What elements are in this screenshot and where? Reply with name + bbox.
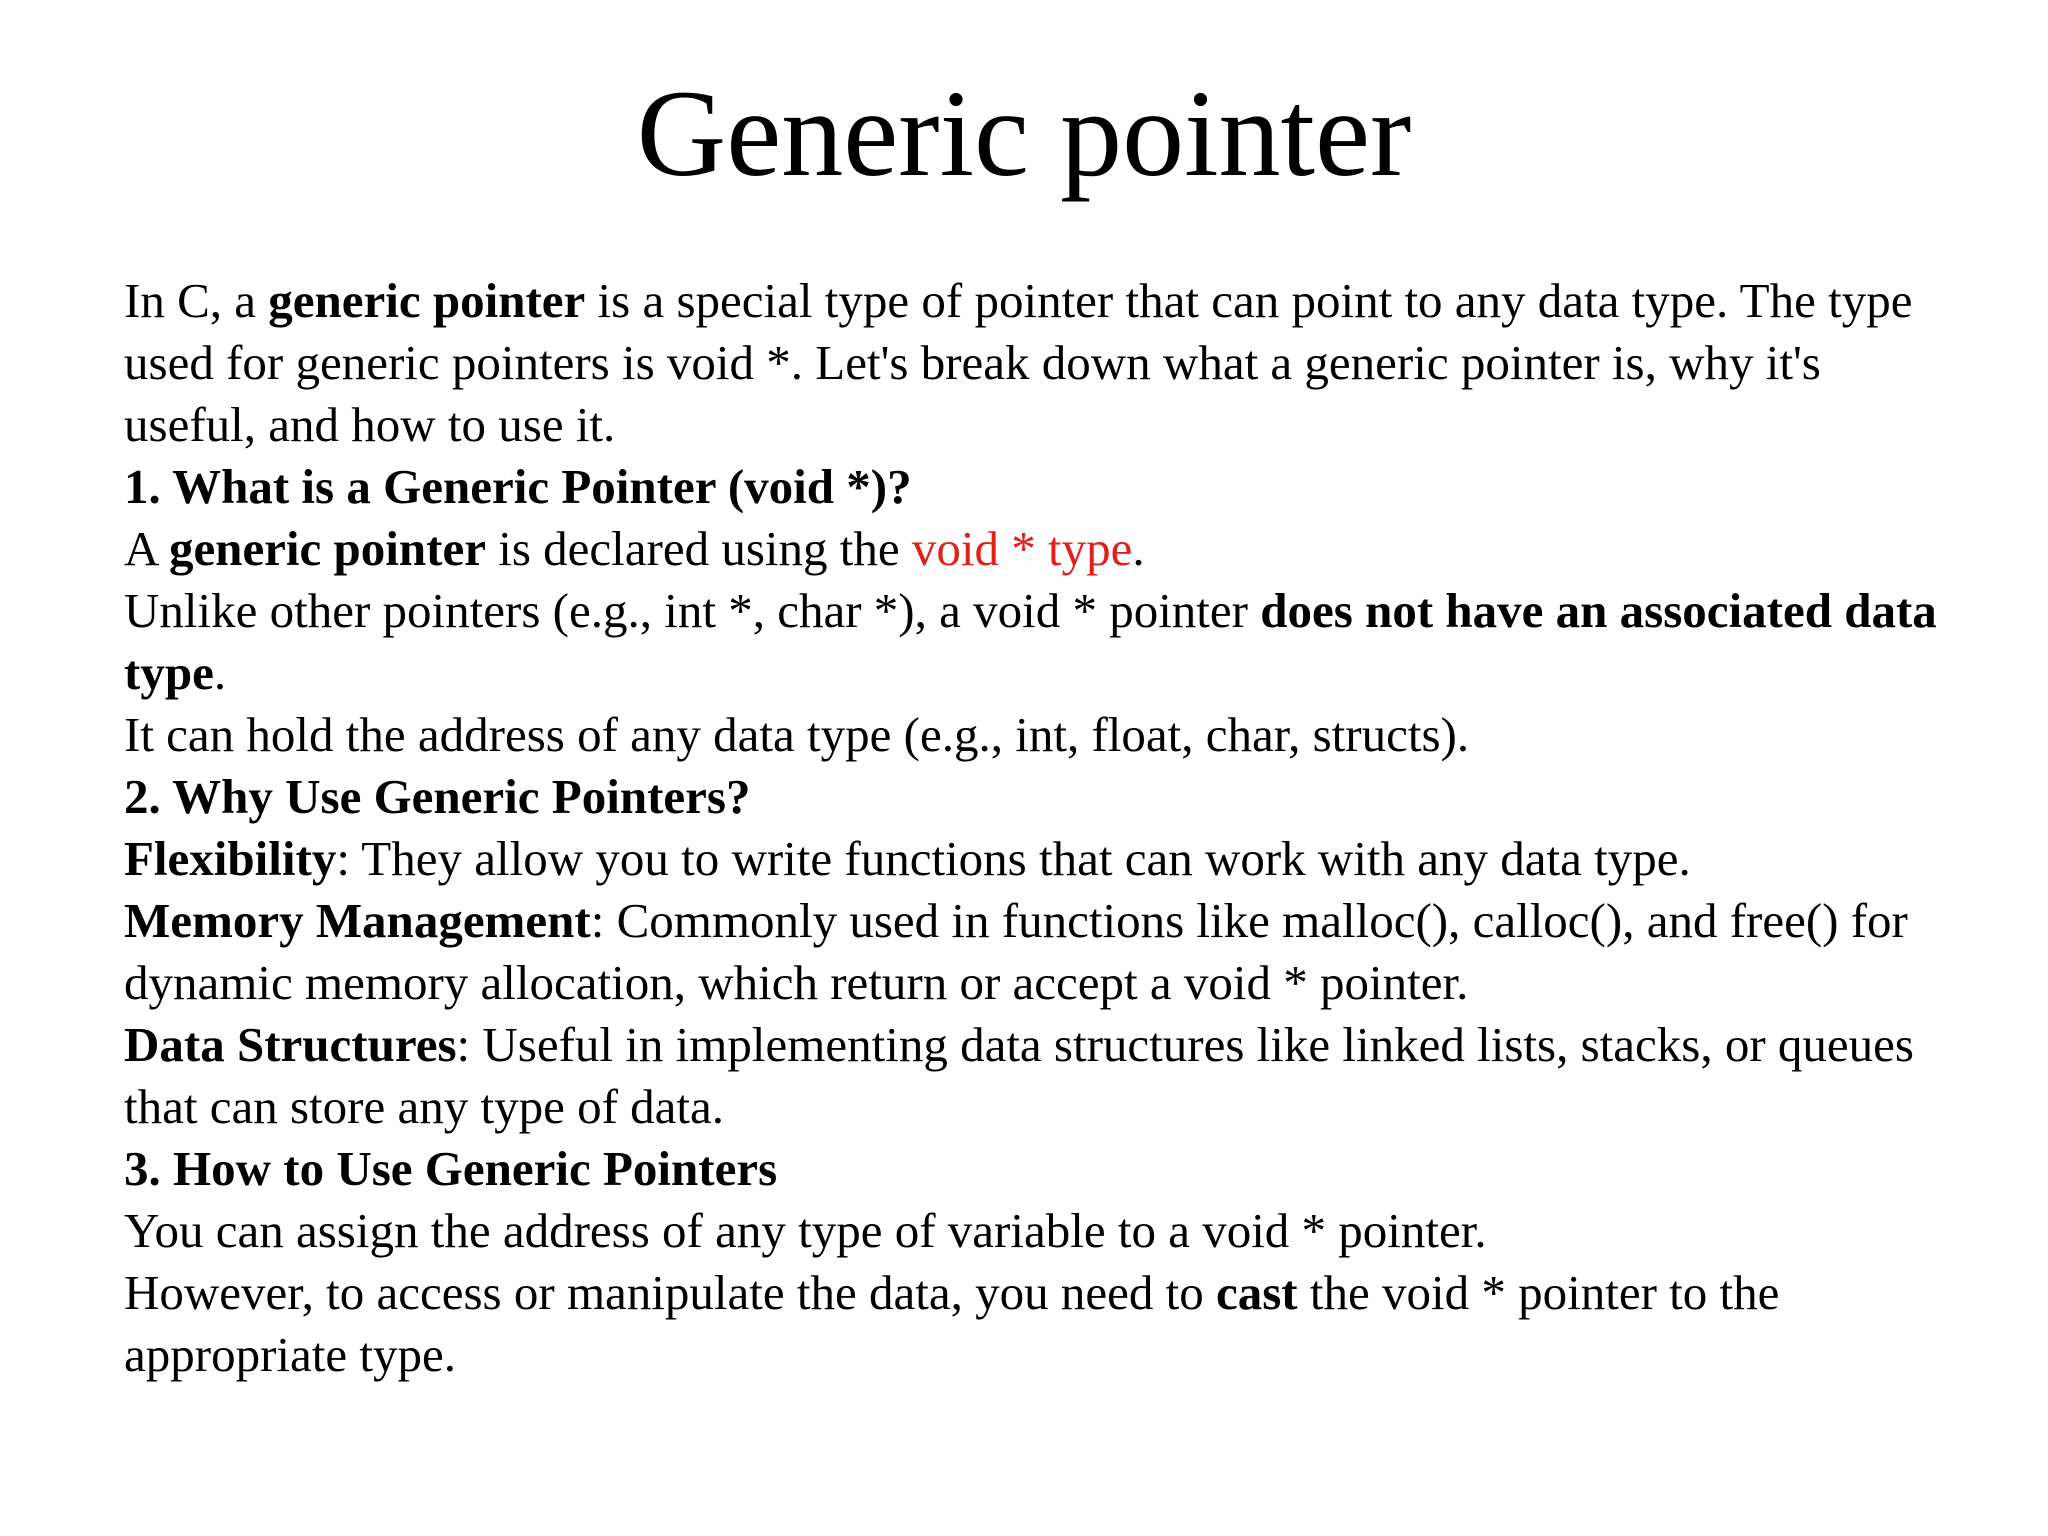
s1p2-bold-phrase: does not have an associated data type	[124, 583, 1937, 700]
s2-item-text: : They allow you to write functions that can work with any data type.	[336, 831, 1691, 886]
section3-heading: 3. How to Use Generic Pointers	[124, 1141, 778, 1196]
s1p1-text-2: is declared using the	[485, 521, 912, 576]
s3p2-bold-term: cast	[1215, 1265, 1298, 1320]
section2-item-data-structures	[124, 1014, 1954, 1138]
slide-body	[124, 270, 1954, 1386]
intro-paragraph	[124, 270, 1954, 456]
s2-item-text: : Useful in implementing data structures like linked lists, stacks, or queues that can store any type of data.	[124, 1017, 1914, 1134]
section2-heading: 2. Why Use Generic Pointers?	[124, 769, 751, 824]
s3p2-text-1: However, to access or manipulate the data, you need to	[124, 1265, 1216, 1320]
s2-item-text: : Commonly used in functions like malloc(), calloc(), and free() for dynamic memory allocation, which return or accept a void * pointer.	[124, 893, 1908, 1010]
intro-text-2: is a special type of pointer that can point to any data type. The type used for generic pointers is void *. Let's break down what a generic pointer is, why it's useful, and how to use it.	[124, 273, 1913, 452]
s1p2-text-1: Unlike other pointers (e.g., int *, char *), a void * pointer	[124, 583, 1261, 638]
s1p1-bold-term: generic pointer	[168, 521, 486, 576]
slide-title: Generic pointer	[636, 65, 1412, 202]
intro-text-1: In C, a	[124, 273, 269, 328]
s1p1-text-3: .	[1132, 521, 1145, 576]
section1-heading: 1. What is a Generic Pointer (void *)?	[124, 459, 912, 514]
section3-paragraph-2	[124, 1262, 1954, 1386]
s1p1-text-1: A	[124, 521, 169, 576]
section3-paragraph-1: You can assign the address of any type of variable to a void * pointer.	[124, 1203, 1487, 1258]
s2-item-term: Data Structures	[124, 1017, 457, 1072]
s1p2-text-2: .	[213, 645, 227, 700]
section2-item-memory-management	[124, 890, 1954, 1014]
section2-item-flexibility	[124, 828, 1954, 890]
s1p1-highlight: void * type	[911, 521, 1133, 576]
intro-bold-term: generic pointer	[268, 273, 586, 328]
s3p2-text-2: the void * pointer to the appropriate type.	[124, 1265, 1780, 1382]
section1-paragraph-1	[124, 518, 1954, 580]
s2-item-term: Flexibility	[124, 831, 337, 886]
section1-paragraph-2	[124, 580, 1954, 704]
s2-item-term: Memory Management	[124, 893, 591, 948]
section1-paragraph-3: It can hold the address of any data type (e.g., int, float, char, structs).	[124, 707, 1470, 762]
